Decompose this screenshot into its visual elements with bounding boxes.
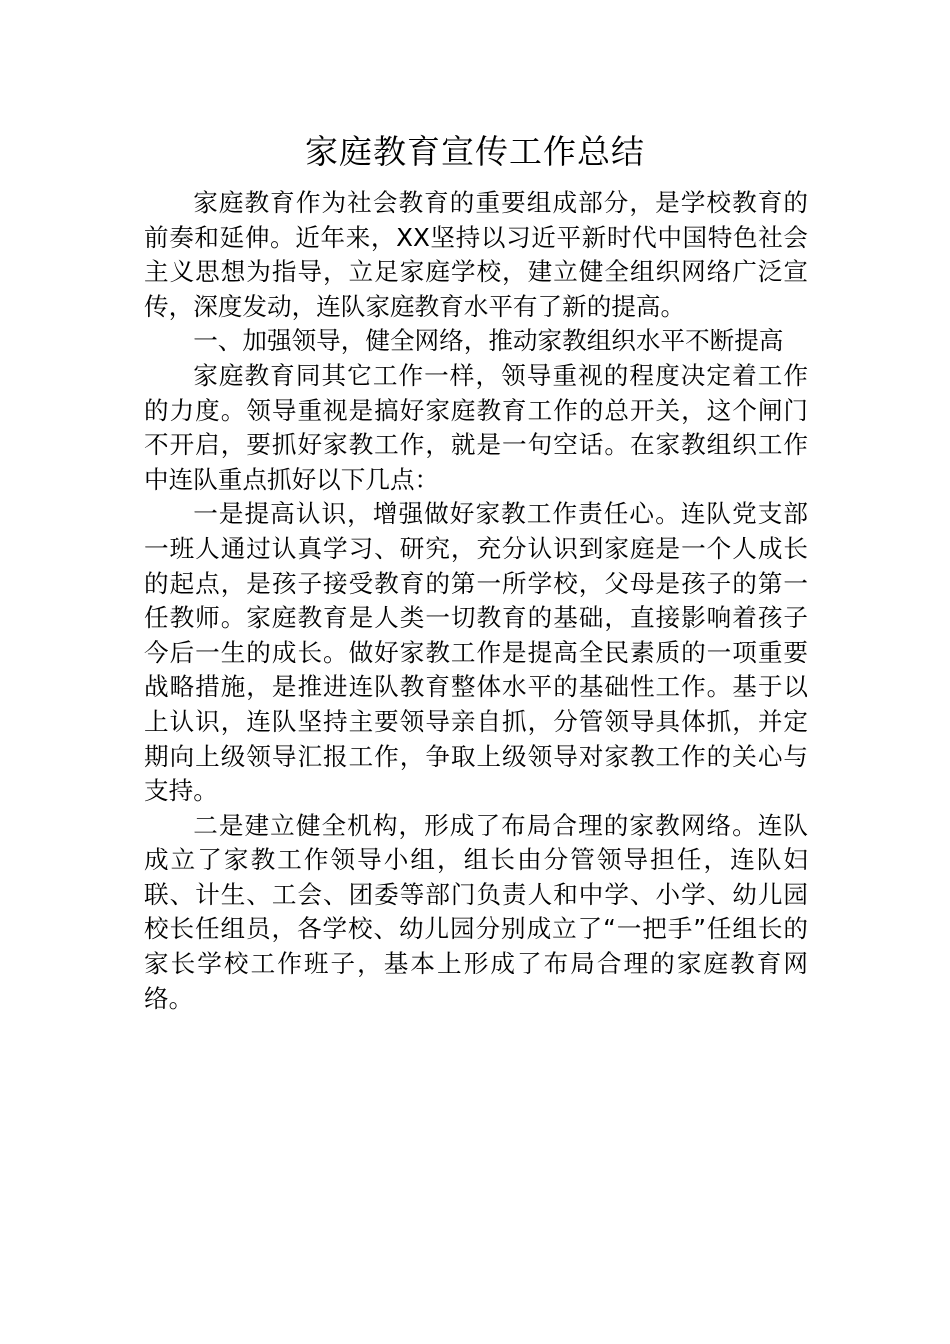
document-body <box>144 186 808 1016</box>
section-heading-1: 一、加强领导，健全网络，推动家教组织水平不断提高 <box>193 326 784 356</box>
paragraph-intro: 家庭教育作为社会教育的重要组成部分，是学校教育的前奏和延伸。近年来，XX坚持以习近平新时代中国特色社会主义思想为指导，立足家庭学校，建立健全组织网络广泛宣传，深度发动，连队家庭教育水平有了新的提高。 <box>144 188 808 321</box>
paragraph-point-1: 一是提高认识，增强做好家教工作责任心。连队党支部一班人通过认真学习、研究，充分认识到家庭是一个人成长的起点，是孩子接受教育的第一所学校，父母是孩子的第一任教师。家庭教育是人类一切教育的基础，直接影响着孩子今后一生的成长。做好家教工作是提高全民素质的一项重要战略措施，是推进连队教育整体水平的基础性工作。基于以上认识，连队坚持主要领导亲自抓，分管领导具体抓，并定期向上级领导汇报工作，争取上级领导对家教工作的关心与支持。 <box>144 499 808 806</box>
paragraph-leadership: 家庭教育同其它工作一样，领导重视的程度决定着工作的力度。领导重视是搞好家庭教育工作的总开关，这个闸门不开启，要抓好家教工作，就是一句空话。在家教组织工作中连队重点抓好以下几点： <box>144 360 808 494</box>
document-title: 家庭教育宣传工作总结 <box>305 132 645 171</box>
paragraph-point-2: 二是建立健全机构，形成了布局合理的家教网络。连队成立了家教工作领导小组，组长由分管领导担任，连队妇联、计生、工会、团委等部门负责人和中学、小学、幼儿园校长任组员，各学校、幼儿园分别成立了“一把手”任组长的家长学校工作班子，基本上形成了布局合理的家庭教育网络。 <box>144 810 808 1013</box>
